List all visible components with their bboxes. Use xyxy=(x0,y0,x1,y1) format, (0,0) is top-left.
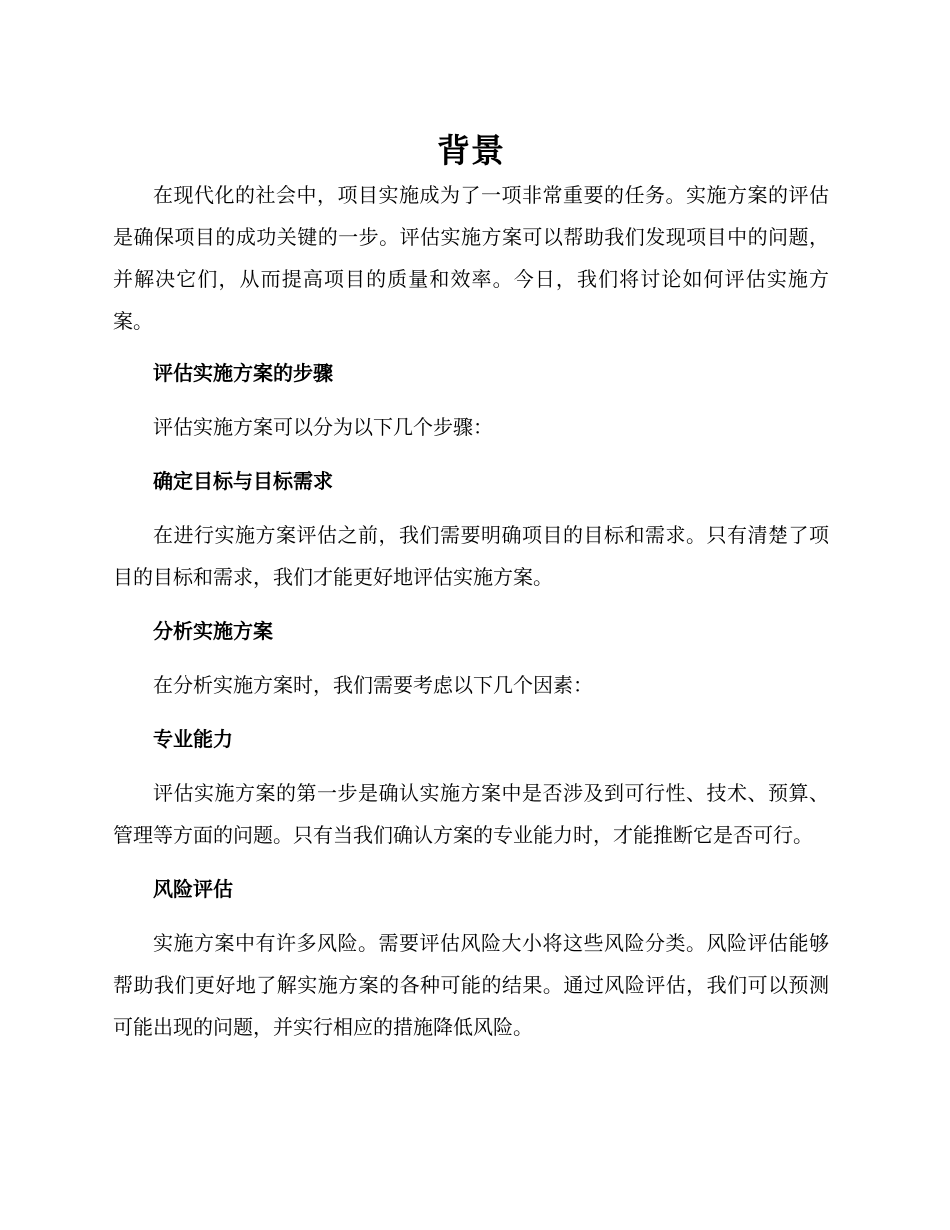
document-page xyxy=(113,128,829,1048)
capability-paragraph: 评估实施方案的第一步是确认实施方案中是否涉及到可行性、技术、预算、管理等方面的问题。只有当我们确认方案的专业能力时，才能推断它是否可行。 xyxy=(113,781,829,847)
section-heading-goals: 确定目标与目标需求 xyxy=(153,469,333,493)
intro-paragraph: 在现代化的社会中，项目实施成为了一项非常重要的任务。实施方案的评估是确保项目的成功关键的一步。评估实施方案可以帮助我们发现项目中的问题，并解决它们，从而提高项目的质量和效率。今日，我们将讨论如何评估实施方案。 xyxy=(113,183,829,333)
goals-paragraph: 在进行实施方案评估之前，我们需要明确项目的目标和需求。只有清楚了项目的目标和需求，我们才能更好地评估实施方案。 xyxy=(113,523,829,589)
section-heading-risk: 风险评估 xyxy=(153,877,233,901)
analysis-paragraph: 在分析实施方案时，我们需要考虑以下几个因素： xyxy=(153,673,593,697)
steps-paragraph: 评估实施方案可以分为以下几个步骤： xyxy=(153,415,493,439)
risk-paragraph: 实施方案中有许多风险。需要评估风险大小将这些风险分类。风险评估能够帮助我们更好地了解实施方案的各种可能的结果。通过风险评估，我们可以预测可能出现的问题，并实行相应的措施降低风险。 xyxy=(113,931,829,1039)
document-title: 背景 xyxy=(437,131,505,170)
section-heading-analysis: 分析实施方案 xyxy=(153,619,273,643)
section-heading-steps: 评估实施方案的步骤 xyxy=(153,361,333,385)
section-heading-capability: 专业能力 xyxy=(153,727,233,751)
